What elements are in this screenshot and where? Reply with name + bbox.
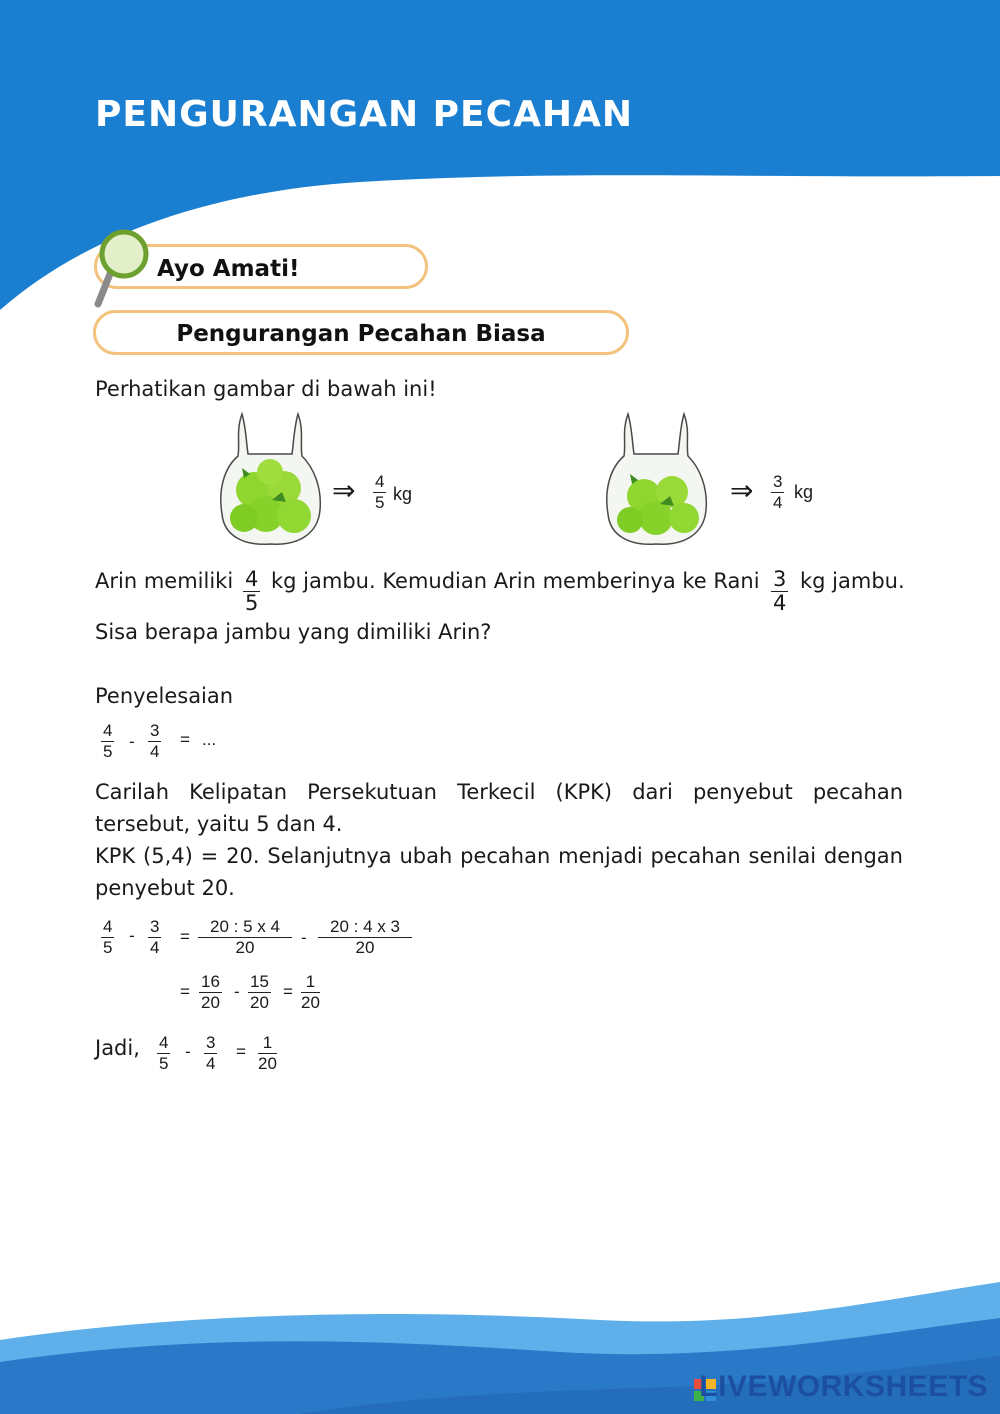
problem-fraction-2-num: 3 — [773, 567, 787, 591]
intro-text: Perhatikan gambar di bawah ini! — [95, 377, 437, 401]
guava-bag-illustration-1 — [214, 410, 326, 550]
problem-fraction-2 — [771, 568, 788, 615]
bag2-denominator: 4 — [773, 493, 783, 512]
bag1-numerator: 4 — [375, 472, 385, 491]
eq1-fraction-a — [101, 917, 114, 958]
eq0-b-den: 4 — [150, 742, 160, 761]
bag2-unit: kg — [794, 482, 814, 502]
section-subtitle: Pengurangan Pecahan Biasa — [93, 310, 629, 355]
problem-fraction-1-den: 5 — [245, 591, 259, 615]
page-title: PENGURANGAN PECAHAN — [95, 94, 634, 135]
eq1-fraction-b — [148, 917, 161, 958]
arrow-1: ⇒ — [332, 474, 356, 507]
eq1-d-den: 20 — [355, 938, 375, 957]
eq2-fraction-b — [248, 972, 271, 1013]
eq1-a-den: 5 — [103, 938, 113, 957]
problem-question: Sisa berapa jambu yang dimiliki Arin? — [95, 620, 492, 644]
problem-fraction-2-den: 4 — [773, 591, 787, 615]
conclusion-a-num: 4 — [159, 1033, 169, 1052]
solution-heading: Penyelesaian — [95, 684, 234, 708]
eq0-a-den: 5 — [103, 742, 113, 761]
eq1-c-den: 20 — [235, 938, 255, 957]
bag2-numerator: 3 — [773, 472, 783, 491]
conclusion-b-den: 4 — [206, 1054, 216, 1073]
eq1-a-num: 4 — [103, 917, 113, 936]
conclusion-fraction-c — [258, 1033, 277, 1074]
eq1-fraction-d — [318, 917, 412, 958]
conclusion-fraction-b — [204, 1033, 217, 1074]
eq2-c-den: 20 — [301, 993, 320, 1012]
kpk-text-1: Carilah Kelipatan Persekutuan Terkecil (KPK) dari penyebut pecahan — [95, 780, 903, 804]
eq0-result: ... — [202, 730, 217, 749]
eq2-equals2: = — [283, 982, 293, 1001]
bag1-fraction — [373, 472, 386, 513]
eq2-equals: = — [180, 982, 190, 1001]
guava-bag-illustration-2 — [600, 410, 712, 550]
conclusion-c-den: 20 — [258, 1054, 277, 1073]
conclusion-c-num: 1 — [258, 1033, 277, 1054]
eq2-minus: - — [234, 982, 240, 1001]
eq1-fraction-c — [198, 917, 292, 958]
eq0-a-num: 4 — [103, 721, 113, 740]
problem-fraction-1 — [243, 568, 260, 615]
ayo-amati-label: Ayo Amati! — [94, 244, 428, 289]
eq2-b-den: 20 — [250, 993, 269, 1012]
bag1-unit: kg — [393, 484, 413, 504]
eq1-c-num: 20 : 5 x 4 — [198, 917, 292, 938]
arrow-2: ⇒ — [730, 474, 754, 507]
problem-part2: kg jambu. Kemudian Arin memberinya ke Rani — [271, 569, 760, 593]
eq1-b-den: 4 — [150, 938, 160, 957]
kpk-text-4: penyebut 20. — [95, 876, 235, 900]
bag2-fraction — [771, 472, 784, 513]
eq1-minus2: - — [301, 928, 307, 947]
eq1-d-num: 20 : 4 x 3 — [318, 917, 412, 938]
eq2-fraction-a — [199, 972, 222, 1013]
conclusion-a-den: 5 — [159, 1054, 169, 1073]
eq1-equals: = — [180, 927, 190, 946]
kpk-text-2: tersebut, yaitu 5 dan 4. — [95, 812, 343, 836]
eq0-minus: - — [129, 732, 135, 751]
eq2-fraction-c — [301, 972, 320, 1013]
problem-fraction-1-num: 4 — [245, 567, 259, 591]
eq2-b-num: 15 — [250, 972, 269, 991]
eq0-fraction-b — [148, 721, 161, 762]
kpk-text-3: KPK (5,4) = 20. Selanjutnya ubah pecahan menjadi pecahan senilai dengan — [95, 844, 903, 868]
eq0-equals: = — [180, 730, 190, 749]
conclusion-equals: = — [236, 1042, 246, 1061]
bag1-denominator: 5 — [375, 493, 385, 512]
eq2-a-den: 20 — [201, 993, 220, 1012]
liveworksheets-logo[interactable]: LIVEWORKSHEETS — [699, 1370, 988, 1403]
eq2-a-num: 16 — [201, 972, 220, 991]
conclusion-label: Jadi, — [95, 1036, 140, 1060]
conclusion-minus: - — [185, 1042, 191, 1061]
conclusion-b-num: 3 — [206, 1033, 216, 1052]
eq2-c-num: 1 — [301, 972, 320, 993]
conclusion-fraction-a — [157, 1033, 170, 1074]
eq0-fraction-a — [101, 721, 114, 762]
eq0-b-num: 3 — [150, 721, 160, 740]
problem-part3: kg jambu. — [800, 569, 905, 593]
magnifier-icon — [92, 228, 152, 310]
eq1-minus: - — [129, 926, 135, 945]
eq1-b-num: 3 — [150, 917, 160, 936]
problem-part1: Arin memiliki — [95, 569, 234, 593]
